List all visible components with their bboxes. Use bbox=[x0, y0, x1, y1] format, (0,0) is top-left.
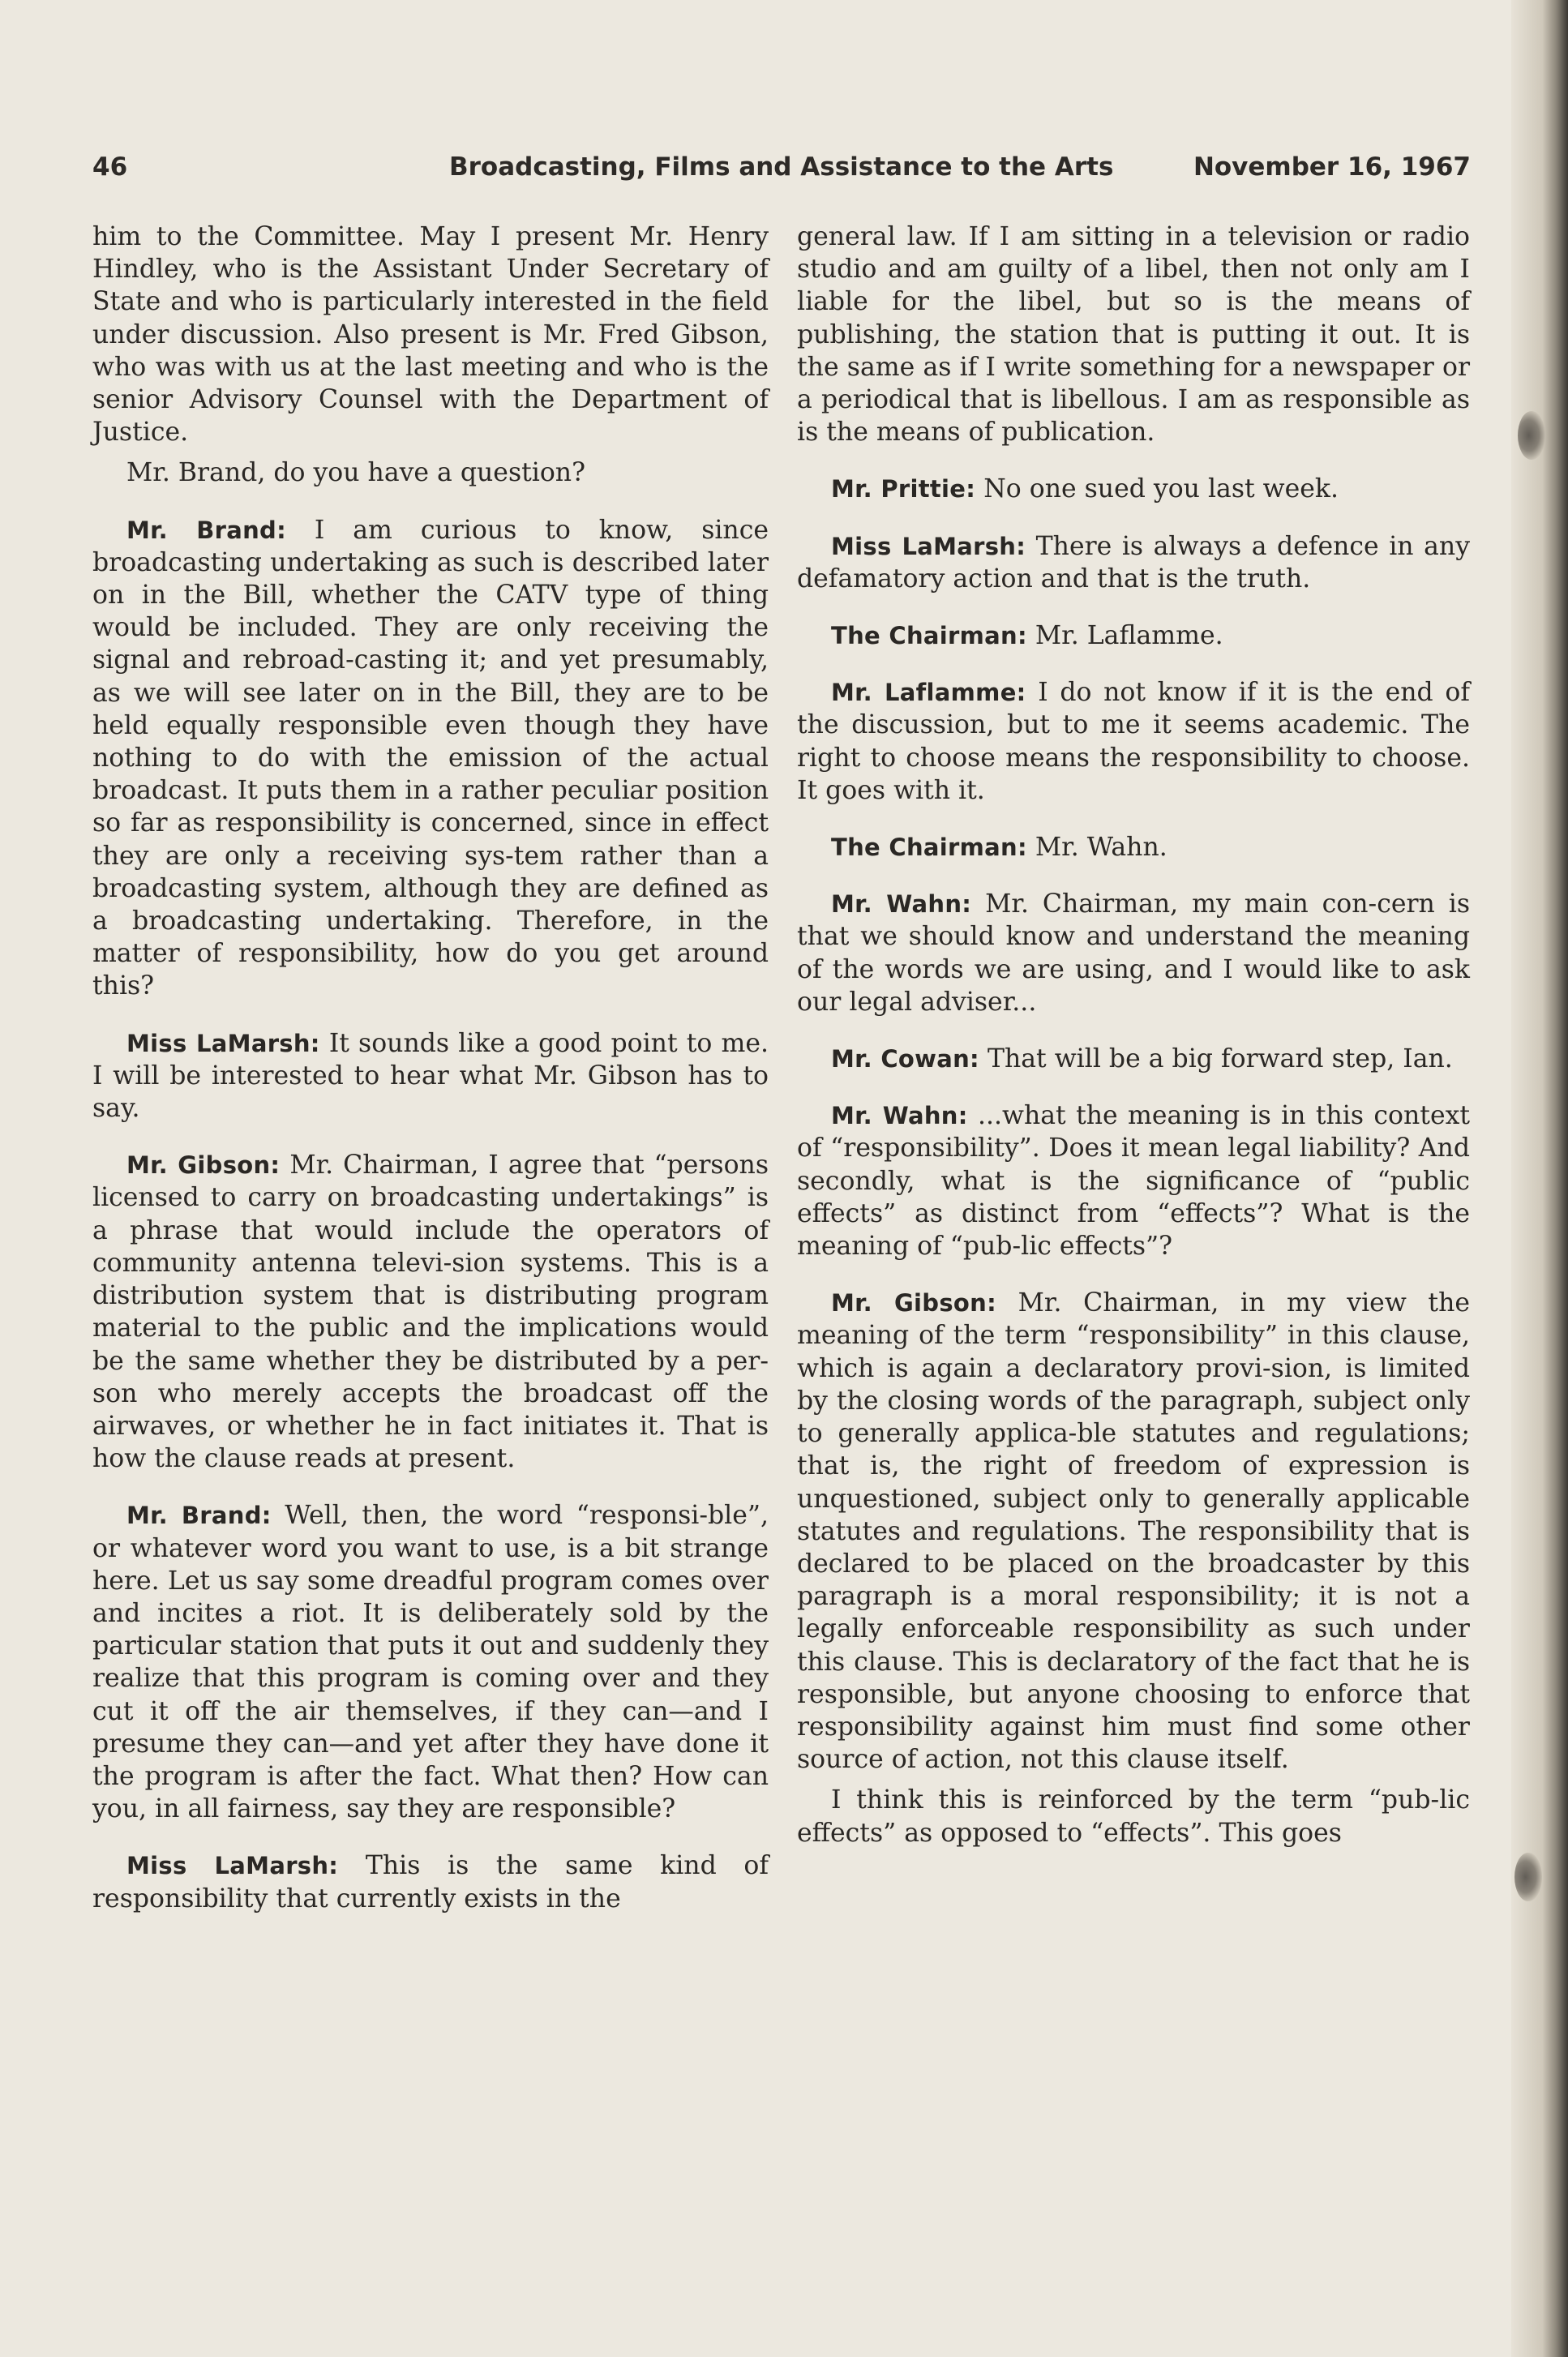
page-header bbox=[92, 152, 1471, 193]
speaker-name: Mr. Prittie: bbox=[831, 475, 976, 504]
paragraph-text: general law. If I am sitting in a television or radio studio and am guilty of a libel, then not only am I liable for the libel, but so is the means of publishing, the station that is putting it out. It is the same as if I write something for a newspaper or a periodical that is libellous. I am as responsible as is the means of publication. bbox=[797, 222, 1470, 448]
paragraph-text: I think this is reinforced by the term “pub-lic effects” as opposed to “effects”. This goes bbox=[797, 1785, 1470, 1848]
paragraph bbox=[797, 1043, 1470, 1075]
paragraph-text: Mr. Chairman, my main con-cern is that we should know and understand the meaning of the words we are using, and I would like to ask our legal adviser... bbox=[797, 889, 1471, 1017]
paragraph-text: Mr. Wahn. bbox=[1035, 833, 1167, 863]
speaker-name: The Chairman: bbox=[831, 834, 1027, 862]
paragraph bbox=[797, 221, 1470, 448]
paragraph bbox=[92, 221, 769, 448]
paragraph-text: That will be a big forward step, Ian. bbox=[987, 1044, 1453, 1074]
speaker-name: Mr. Laflamme: bbox=[831, 679, 1026, 707]
paragraph-text: Mr. Brand, do you have a question? bbox=[126, 458, 585, 488]
paragraph bbox=[797, 473, 1470, 505]
paragraph-text: I am curious to know, since broadcasting undertaking as such is described later on in the Bill, whether the CATV type of thing would be included. They are only receiving the signal and rebroad-casting it; and yet presumably, as we will see later on in the Bill, they are to be held equally responsible even though they have nothing to do with the emission of the actual broadcast. It puts them in a rather peculiar position so far as responsibility is concerned, since in effect they are only a receiving sys-tem rather than a broadcasting system, although they are defined as a broadcasting undertaking. Therefore, in the matter of responsibility, how do you get around this? bbox=[92, 515, 769, 1001]
paragraph bbox=[797, 676, 1470, 807]
speaker-name: Mr. Cowan: bbox=[831, 1045, 979, 1074]
paragraph-text: Well, then, the word “responsi-ble”, or whatever word you want to use, is a bit strange here. Let us say some dreadful program comes over and incites a riot. It is deliberately sold by the particular station that puts it out and suddenly they realize that this program is coming over and they cut it off the air themselves, if they can—and I presume they can—and yet after they have done it the program is after the fact. What then? How can you, in all fairness, say they are responsible? bbox=[92, 1501, 769, 1824]
speaker-name: Mr. Wahn: bbox=[831, 890, 972, 919]
paragraph bbox=[92, 1499, 769, 1825]
paragraph-text: No one sued you last week. bbox=[983, 474, 1339, 504]
paragraph bbox=[797, 530, 1470, 595]
speaker-name: Miss LaMarsh: bbox=[831, 532, 1026, 560]
paragraph bbox=[797, 619, 1470, 652]
speaker-name: Mr. Wahn: bbox=[831, 1102, 968, 1130]
right-column bbox=[797, 221, 1470, 1874]
paragraph bbox=[92, 1149, 769, 1475]
paragraph-text: ...what the meaning is in this context of “responsibility”. Does it mean legal liability? And secondly, what is the significance of “public effects” as distinct from “effects”? What is the meaning of “pub-lic effects”? bbox=[797, 1101, 1471, 1262]
speaker-name: Mr. Gibson: bbox=[126, 1151, 281, 1180]
header-date: November 16, 1967 bbox=[1193, 152, 1471, 182]
page-edge-shadow bbox=[1511, 0, 1568, 2357]
speaker-name: Miss LaMarsh: bbox=[126, 1852, 339, 1880]
binder-hole-top bbox=[1518, 411, 1545, 460]
speaker-name: Mr. Gibson: bbox=[831, 1289, 996, 1318]
paragraph-text: him to the Committee. May I present Mr. Henry Hindley, who is the Assistant Under Secretary of State and who is particularly interested in the field under discussion. Also present is Mr. Fred Gibson, who was with us at the last meeting and who is the senior Advisory Counsel with the Department of Justice. bbox=[92, 222, 769, 448]
left-column bbox=[92, 221, 769, 1939]
paragraph-text: I do not know if it is the end of the discussion, but to me it seems academic. The right to choose means the responsibility to choose. It goes with it. bbox=[797, 678, 1471, 805]
paragraph-text: Mr. Laflamme. bbox=[1035, 621, 1223, 651]
paragraph bbox=[797, 831, 1470, 864]
paragraph bbox=[92, 456, 769, 489]
paragraph-text: It sounds like a good point to me. I will be interested to hear what Mr. Gibson has to say. bbox=[92, 1028, 769, 1124]
paragraph bbox=[797, 1099, 1470, 1262]
speaker-name: The Chairman: bbox=[831, 622, 1027, 650]
paragraph-text: Mr. Chairman, in my view the meaning of the term “responsibility” in this clause, which is again a declaratory provi-sion, is limited by the closing words of the paragraph, subject only to generally applica-ble statutes and regulations; that is, the right of freedom of expression is unquestioned, subject only to generally applicable statutes and regulations. The responsibility that is declared to be placed on the broadcaster by this paragraph is a moral responsibility; it is not a legally enforceable responsibility as such under this clause. This is declaratory of the fact that he is responsible, but anyone choosing to enforce that responsibility against him must find some other source of action, not this clause itself. bbox=[797, 1288, 1471, 1775]
speaker-name: Mr. Brand: bbox=[126, 516, 287, 544]
paragraph-text: Mr. Chairman, I agree that “persons licensed to carry on broadcasting undertakings” is a phrase that would include the operators of community antenna televi-sion systems. This is a distribution system that is distributing program material to the public and the implications would be the same whether they be distributed by a per-son who merely accepts the broadcast off the airwaves, or whether he in fact initiates it. That is how the clause reads at present. bbox=[92, 1151, 769, 1474]
paragraph-text: This is the same kind of responsibility that currently exists in the bbox=[92, 1851, 769, 1913]
paragraph bbox=[92, 514, 769, 1003]
paragraph bbox=[797, 888, 1470, 1018]
page-number: 46 bbox=[92, 152, 128, 182]
speaker-name: Miss LaMarsh: bbox=[126, 1029, 320, 1057]
paragraph bbox=[92, 1849, 769, 1914]
speaker-name: Mr. Brand: bbox=[126, 1502, 272, 1530]
running-title: Broadcasting, Films and Assistance to the Arts bbox=[449, 152, 1114, 182]
paragraph bbox=[92, 1027, 769, 1125]
paragraph bbox=[797, 1287, 1470, 1776]
paragraph bbox=[797, 1784, 1470, 1849]
paragraph-text: There is always a defence in any defamatory action and that is the truth. bbox=[797, 531, 1470, 594]
binder-hole-bottom bbox=[1514, 1853, 1542, 1901]
